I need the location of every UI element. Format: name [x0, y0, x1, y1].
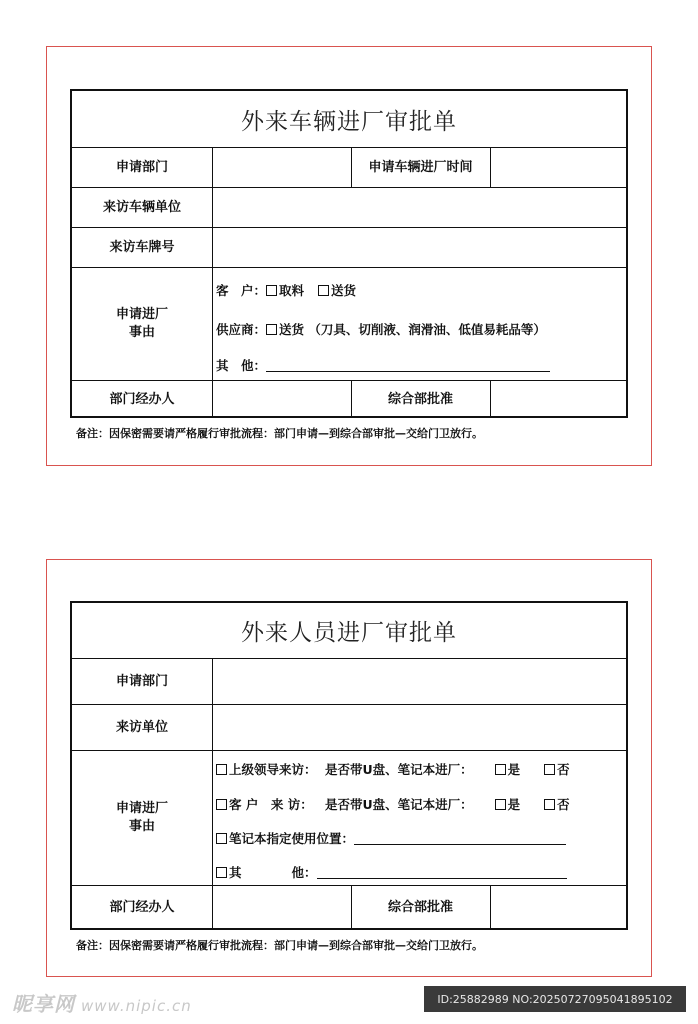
leader-no-label: 否 [557, 762, 570, 777]
reason-options [212, 268, 626, 380]
visit-unit-field[interactable] [212, 188, 626, 227]
visit-unit-field[interactable] [212, 705, 626, 750]
customer-visit-line [216, 795, 570, 813]
reason-label-line2: 事由 [128, 819, 155, 834]
vehicle-row-sign [72, 380, 626, 418]
reason-label-line1: 申请进厂 [115, 801, 168, 816]
visitor-row-dept [72, 658, 626, 704]
vehicle-form [70, 89, 628, 418]
usb-question: 是否带U盘、笔记本进厂： [325, 762, 473, 777]
visit-unit-label: 来访车辆单位 [102, 199, 181, 215]
leader-yes-label: 是 [507, 762, 521, 777]
other-label: 其 他： [216, 358, 267, 373]
other-line [216, 356, 550, 374]
usb-question: 是否带U盘、笔记本进厂： [325, 797, 473, 812]
handler-label: 部门经办人 [109, 900, 175, 915]
pickup-label: 取料 [279, 283, 305, 298]
plate-label: 来访车牌号 [109, 239, 175, 255]
customer-line [216, 281, 356, 299]
leader-visit-label: 上级领导来访： [229, 762, 317, 777]
customer-yes-checkbox[interactable] [495, 799, 506, 810]
entry-time-label: 申请车辆进厂时间 [368, 159, 473, 175]
visitor-form [70, 601, 628, 930]
other-input-line[interactable] [266, 359, 550, 372]
leader-visit-line [216, 760, 570, 778]
supplier-line [216, 320, 546, 338]
approval-field[interactable] [490, 381, 626, 418]
delivery-label: 送货 [331, 283, 357, 298]
customer-visit-checkbox[interactable] [216, 799, 227, 810]
other-input-line[interactable] [317, 866, 567, 879]
supplier-option: 送货 （刀具、切削液、润滑油、低值易耗品等） [279, 322, 546, 337]
laptop-location-checkbox[interactable] [216, 833, 227, 844]
leader-no-checkbox[interactable] [544, 764, 555, 775]
reason-label-line1: 申请进厂 [115, 307, 168, 322]
laptop-location-label: 笔记本指定使用位置： [229, 831, 355, 846]
customer-label: 客 户： [216, 283, 267, 298]
pickup-checkbox[interactable] [266, 285, 277, 296]
watermark-url: www.nipic.cn [81, 997, 192, 1015]
watermark-logo-text: 昵享网 [12, 992, 75, 1016]
dept-field[interactable] [212, 659, 626, 704]
customer-no-label: 否 [557, 797, 570, 812]
vehicle-row-reason [72, 267, 626, 380]
handler-field[interactable] [212, 886, 351, 930]
laptop-location-input-line[interactable] [354, 832, 566, 845]
other-line [216, 863, 567, 881]
other-label-a: 其 [229, 865, 242, 880]
supplier-label: 供应商： [216, 322, 267, 337]
handler-field[interactable] [212, 381, 351, 418]
vehicle-row-unit [72, 187, 626, 227]
customer-visit-label: 客 户 来 访： [229, 797, 313, 812]
laptop-location-line [216, 829, 566, 847]
dept-label: 申请部门 [115, 159, 168, 175]
vehicle-form-title: 外来车辆进厂审批单 [241, 108, 457, 135]
entry-time-field[interactable] [490, 148, 626, 187]
leader-yes-checkbox[interactable] [495, 764, 506, 775]
visitor-row-unit [72, 704, 626, 750]
other-label-b: 他： [291, 865, 317, 880]
visitor-row-reason [72, 750, 626, 885]
visitor-form-note: 备注：因保密需要请严格履行审批流程：部门申请—到综合部审批—交给门卫放行。 [76, 939, 483, 952]
handler-label: 部门经办人 [109, 391, 175, 407]
watermark-bar [0, 984, 698, 1024]
visit-unit-label: 来访单位 [115, 719, 168, 735]
reason-label-line2: 事由 [128, 325, 155, 340]
watermark-logo [12, 988, 192, 1017]
supplier-delivery-checkbox[interactable] [266, 324, 277, 335]
approval-field[interactable] [490, 886, 626, 930]
other-checkbox[interactable] [216, 867, 227, 878]
vehicle-row-dept [72, 147, 626, 187]
customer-yes-label: 是 [507, 797, 521, 812]
reason-label [72, 751, 212, 885]
vehicle-form-note: 备注：因保密需要请严格履行审批流程：部门申请—到综合部审批—交给门卫放行。 [76, 427, 483, 440]
approval-label: 综合部批准 [387, 391, 453, 407]
reason-label [72, 268, 212, 380]
plate-field[interactable] [212, 228, 626, 267]
watermark-id: ID:25882989 NO:20250727095041895102 [424, 986, 686, 1012]
leader-visit-checkbox[interactable] [216, 764, 227, 775]
vehicle-row-plate [72, 227, 626, 267]
visitor-row-sign [72, 885, 626, 930]
customer-no-checkbox[interactable] [544, 799, 555, 810]
dept-field[interactable] [212, 148, 351, 187]
approval-label: 综合部批准 [387, 900, 453, 915]
delivery-checkbox[interactable] [318, 285, 329, 296]
reason-options [212, 751, 626, 885]
visitor-form-title: 外来人员进厂审批单 [241, 620, 457, 646]
dept-label: 申请部门 [115, 673, 168, 689]
